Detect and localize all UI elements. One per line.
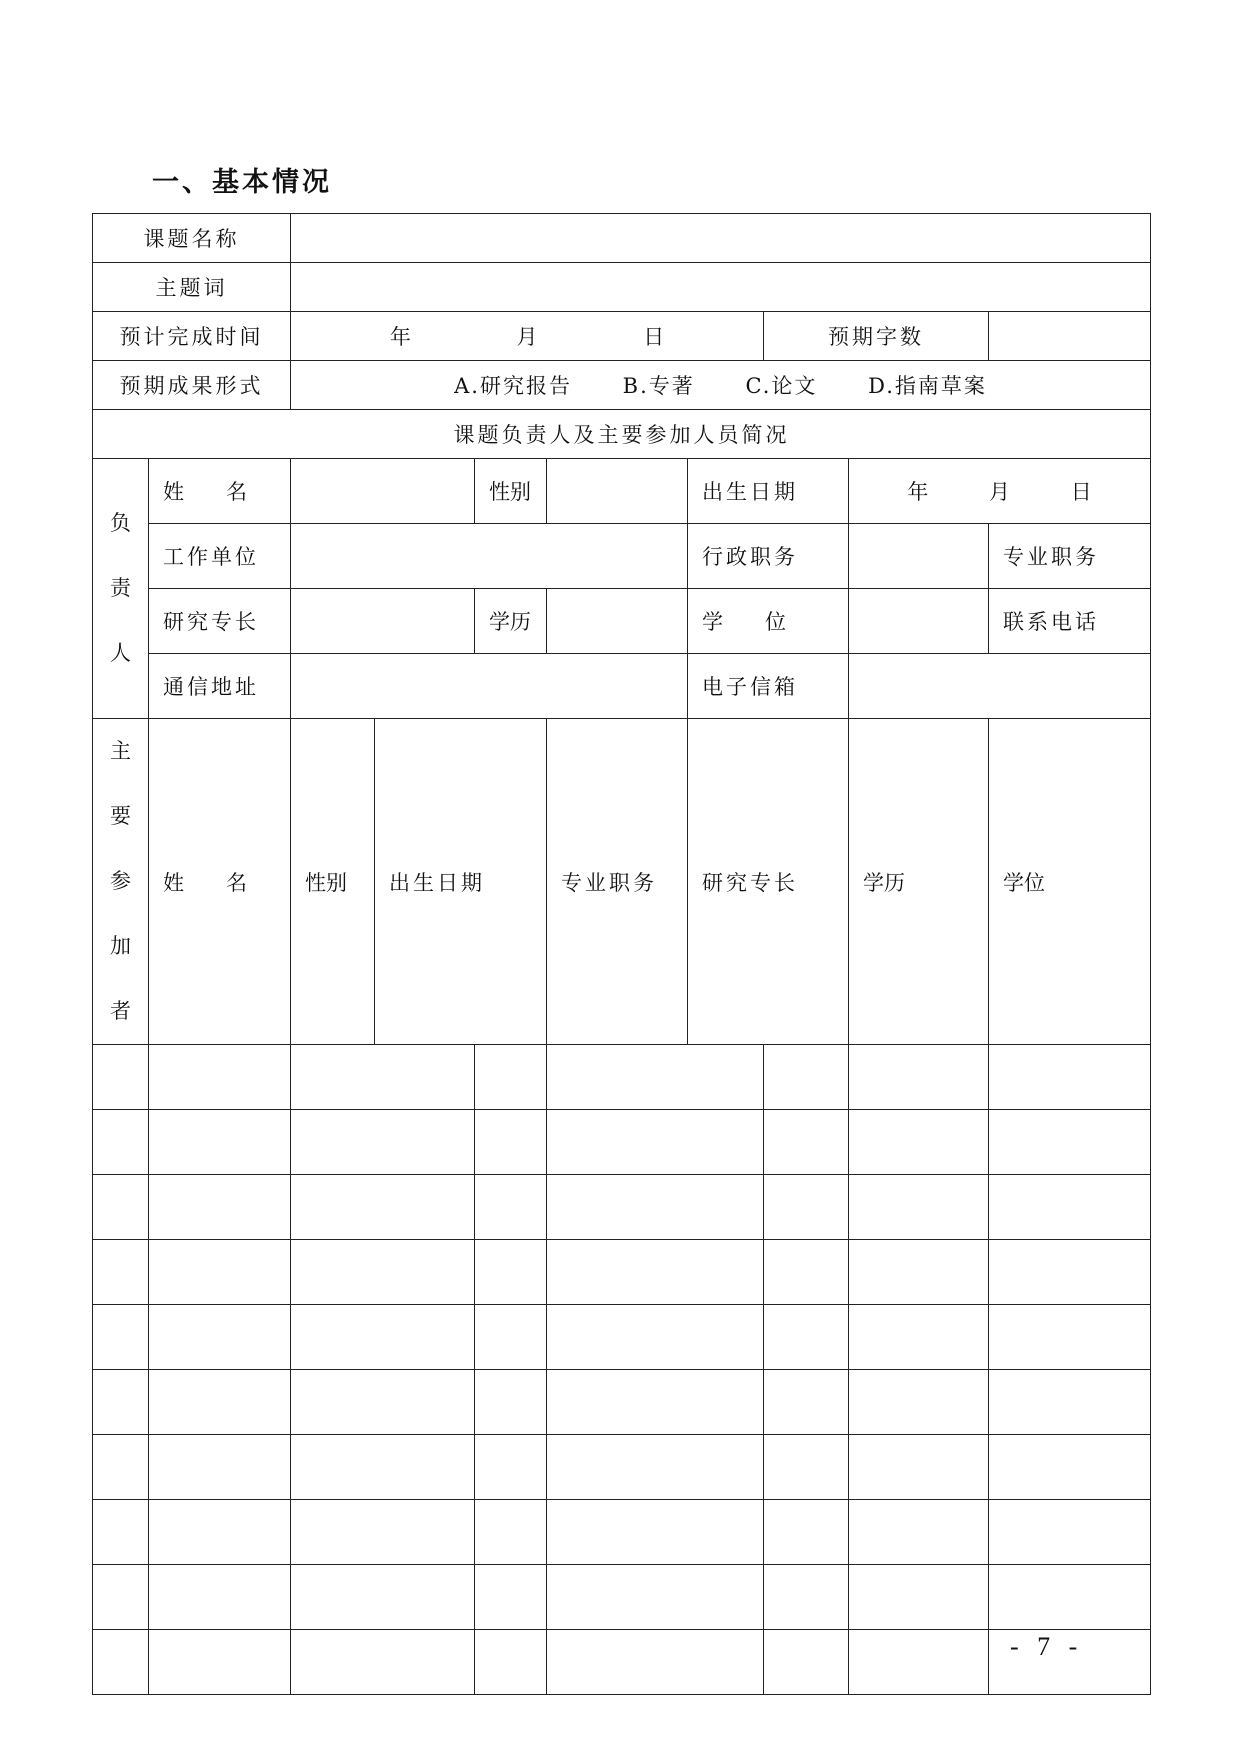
leader-phone-label: 联系电话 bbox=[989, 589, 1151, 654]
member-education-cell[interactable] bbox=[764, 1175, 849, 1240]
page-number: - 7 - bbox=[1010, 1632, 1084, 1661]
option-monograph[interactable]: B.专著 bbox=[622, 374, 695, 398]
title-row bbox=[93, 214, 1151, 263]
member-education-cell[interactable] bbox=[764, 1435, 849, 1500]
leader-degree-field[interactable] bbox=[849, 589, 989, 654]
option-report[interactable]: A.研究报告 bbox=[454, 374, 572, 398]
leader-admin-post-field[interactable] bbox=[849, 524, 989, 589]
member-name-cell[interactable] bbox=[93, 1565, 149, 1630]
member-row bbox=[93, 1370, 1151, 1435]
member-row bbox=[93, 1240, 1151, 1305]
leader-name-label: 姓 名 bbox=[149, 459, 291, 524]
leader-gender-field[interactable] bbox=[547, 459, 688, 524]
member-row bbox=[93, 1175, 1151, 1240]
leader-row-1 bbox=[93, 459, 1151, 524]
leader-row-3 bbox=[93, 589, 1151, 654]
finish-time-row bbox=[93, 312, 1151, 361]
title-field[interactable] bbox=[291, 214, 1151, 263]
member-name-cell[interactable] bbox=[93, 1175, 149, 1240]
section-title: 课题负责人及主要参加人员简况 bbox=[93, 410, 1151, 459]
title-label: 课题名称 bbox=[93, 214, 291, 263]
member-gender-cell[interactable] bbox=[149, 1435, 291, 1500]
member-name-cell[interactable] bbox=[93, 1500, 149, 1565]
member-birth-cell[interactable] bbox=[291, 1435, 475, 1500]
birth-month-unit: 月 bbox=[989, 480, 1010, 504]
member-gender-cell[interactable] bbox=[149, 1630, 291, 1695]
member-row bbox=[93, 1435, 1151, 1500]
member-prof-post-cell[interactable] bbox=[475, 1045, 547, 1110]
leader-email-label: 电子信箱 bbox=[688, 654, 849, 719]
member-name-cell[interactable] bbox=[93, 1630, 149, 1695]
leader-side-label: 负 责 人 bbox=[93, 459, 149, 719]
keywords-row bbox=[93, 263, 1151, 312]
option-paper[interactable]: C.论文 bbox=[745, 374, 818, 398]
result-form-options bbox=[291, 361, 1151, 410]
member-specialty-cell[interactable] bbox=[547, 1630, 764, 1695]
member-specialty-cell[interactable] bbox=[547, 1565, 764, 1630]
leader-admin-post-label: 行政职务 bbox=[688, 524, 849, 589]
leader-birth-field[interactable] bbox=[849, 459, 1151, 524]
member-gender-cell[interactable] bbox=[149, 1240, 291, 1305]
members-side-label: 主 要 参 加 者 bbox=[93, 719, 149, 1045]
leader-degree-label: 学 位 bbox=[688, 589, 849, 654]
member-degree-cell[interactable] bbox=[849, 1045, 989, 1110]
member-degree-cell[interactable] bbox=[849, 1630, 989, 1695]
leader-row-4 bbox=[93, 654, 1151, 719]
day-unit: 日 bbox=[643, 325, 665, 349]
members-col-specialty: 研究专长 bbox=[688, 719, 849, 1045]
member-birth-cell[interactable] bbox=[291, 1045, 475, 1110]
leader-education-label: 学历 bbox=[475, 589, 547, 654]
member-education-cell[interactable] bbox=[764, 1370, 849, 1435]
member-degree-cell[interactable] bbox=[849, 1370, 989, 1435]
member-unit-cell[interactable] bbox=[989, 1305, 1151, 1370]
keywords-label: 主题词 bbox=[93, 263, 291, 312]
member-row bbox=[93, 1305, 1151, 1370]
member-education-cell[interactable] bbox=[764, 1305, 849, 1370]
leader-birth-label: 出生日期 bbox=[688, 459, 849, 524]
month-unit: 月 bbox=[516, 325, 538, 349]
members-col-name: 姓 名 bbox=[149, 719, 291, 1045]
member-prof-post-cell[interactable] bbox=[475, 1175, 547, 1240]
member-gender-cell[interactable] bbox=[149, 1110, 291, 1175]
member-unit-cell[interactable] bbox=[989, 1045, 1151, 1110]
finish-date-field[interactable] bbox=[291, 312, 764, 361]
member-birth-cell[interactable] bbox=[291, 1240, 475, 1305]
member-prof-post-cell[interactable] bbox=[475, 1435, 547, 1500]
member-education-cell[interactable] bbox=[764, 1045, 849, 1110]
result-form-label: 预期成果形式 bbox=[93, 361, 291, 410]
member-gender-cell[interactable] bbox=[149, 1370, 291, 1435]
member-birth-cell[interactable] bbox=[291, 1565, 475, 1630]
member-unit-cell[interactable] bbox=[989, 1500, 1151, 1565]
member-degree-cell[interactable] bbox=[849, 1175, 989, 1240]
member-prof-post-cell[interactable] bbox=[475, 1630, 547, 1695]
member-prof-post-cell[interactable] bbox=[475, 1305, 547, 1370]
member-specialty-cell[interactable] bbox=[547, 1175, 764, 1240]
members-header-row bbox=[93, 719, 1151, 1045]
member-name-cell[interactable] bbox=[93, 1110, 149, 1175]
member-prof-post-cell[interactable] bbox=[475, 1370, 547, 1435]
member-specialty-cell[interactable] bbox=[547, 1045, 764, 1110]
section-title-row bbox=[93, 410, 1151, 459]
member-name-cell[interactable] bbox=[93, 1240, 149, 1305]
member-birth-cell[interactable] bbox=[291, 1500, 475, 1565]
member-unit-cell[interactable] bbox=[989, 1435, 1151, 1500]
leader-unit-field[interactable] bbox=[291, 524, 688, 589]
member-education-cell[interactable] bbox=[764, 1110, 849, 1175]
member-education-cell[interactable] bbox=[764, 1500, 849, 1565]
member-birth-cell[interactable] bbox=[291, 1110, 475, 1175]
member-row bbox=[93, 1630, 1151, 1695]
members-col-prof-post: 专业职务 bbox=[547, 719, 688, 1045]
members-col-gender: 性别 bbox=[291, 719, 375, 1045]
member-degree-cell[interactable] bbox=[849, 1110, 989, 1175]
option-guide-draft[interactable]: D.指南草案 bbox=[868, 374, 987, 398]
member-name-cell[interactable] bbox=[93, 1370, 149, 1435]
leader-address-field[interactable] bbox=[291, 654, 688, 719]
member-degree-cell[interactable] bbox=[849, 1435, 989, 1500]
leader-gender-label: 性别 bbox=[475, 459, 547, 524]
leader-specialty-field[interactable] bbox=[291, 589, 475, 654]
birth-year-unit: 年 bbox=[907, 480, 929, 504]
leader-specialty-label: 研究专长 bbox=[149, 589, 291, 654]
member-birth-cell[interactable] bbox=[291, 1370, 475, 1435]
member-prof-post-cell[interactable] bbox=[475, 1110, 547, 1175]
member-degree-cell[interactable] bbox=[849, 1565, 989, 1630]
member-birth-cell[interactable] bbox=[291, 1630, 475, 1695]
member-name-cell[interactable] bbox=[93, 1435, 149, 1500]
member-birth-cell[interactable] bbox=[291, 1175, 475, 1240]
member-degree-cell[interactable] bbox=[849, 1500, 989, 1565]
result-form-row bbox=[93, 361, 1151, 410]
member-name-cell[interactable] bbox=[93, 1305, 149, 1370]
basic-info-form bbox=[92, 213, 1151, 1695]
member-prof-post-cell[interactable] bbox=[475, 1240, 547, 1305]
word-count-field[interactable] bbox=[989, 312, 1151, 361]
leader-education-field[interactable] bbox=[547, 589, 688, 654]
member-specialty-cell[interactable] bbox=[547, 1305, 764, 1370]
member-specialty-cell[interactable] bbox=[547, 1370, 764, 1435]
member-name-cell[interactable] bbox=[93, 1045, 149, 1110]
member-prof-post-cell[interactable] bbox=[475, 1500, 547, 1565]
member-unit-cell[interactable] bbox=[989, 1370, 1151, 1435]
member-specialty-cell[interactable] bbox=[547, 1240, 764, 1305]
member-education-cell[interactable] bbox=[764, 1630, 849, 1695]
leader-address-label: 通信地址 bbox=[149, 654, 291, 719]
leader-name-field[interactable] bbox=[291, 459, 475, 524]
member-prof-post-cell[interactable] bbox=[475, 1565, 547, 1630]
members-col-degree: 学位 bbox=[989, 719, 1151, 1045]
leader-unit-label: 工作单位 bbox=[149, 524, 291, 589]
members-col-birth: 出生日期 bbox=[375, 719, 547, 1045]
member-degree-cell[interactable] bbox=[849, 1240, 989, 1305]
member-specialty-cell[interactable] bbox=[547, 1435, 764, 1500]
member-unit-cell[interactable] bbox=[989, 1110, 1151, 1175]
member-row bbox=[93, 1110, 1151, 1175]
birth-day-unit: 日 bbox=[1070, 480, 1092, 504]
member-row bbox=[93, 1045, 1151, 1110]
member-degree-cell[interactable] bbox=[849, 1305, 989, 1370]
member-specialty-cell[interactable] bbox=[547, 1110, 764, 1175]
member-gender-cell[interactable] bbox=[149, 1305, 291, 1370]
keywords-field[interactable] bbox=[291, 263, 1151, 312]
year-unit: 年 bbox=[389, 325, 411, 349]
member-gender-cell[interactable] bbox=[149, 1500, 291, 1565]
member-specialty-cell[interactable] bbox=[547, 1500, 764, 1565]
member-birth-cell[interactable] bbox=[291, 1305, 475, 1370]
section-heading: 一、基本情况 bbox=[152, 167, 332, 198]
leader-prof-post-label: 专业职务 bbox=[989, 524, 1151, 589]
member-row bbox=[93, 1565, 1151, 1630]
member-education-cell[interactable] bbox=[764, 1565, 849, 1630]
leader-email-field[interactable] bbox=[849, 654, 1151, 719]
member-gender-cell[interactable] bbox=[149, 1045, 291, 1110]
leader-row-2 bbox=[93, 524, 1151, 589]
members-col-education: 学历 bbox=[849, 719, 989, 1045]
member-gender-cell[interactable] bbox=[149, 1175, 291, 1240]
member-gender-cell[interactable] bbox=[149, 1565, 291, 1630]
member-unit-cell[interactable] bbox=[989, 1240, 1151, 1305]
member-unit-cell[interactable] bbox=[989, 1175, 1151, 1240]
member-unit-cell[interactable] bbox=[989, 1565, 1151, 1630]
member-row bbox=[93, 1500, 1151, 1565]
finish-time-label: 预计完成时间 bbox=[93, 312, 291, 361]
word-count-label: 预期字数 bbox=[764, 312, 989, 361]
member-education-cell[interactable] bbox=[764, 1240, 849, 1305]
